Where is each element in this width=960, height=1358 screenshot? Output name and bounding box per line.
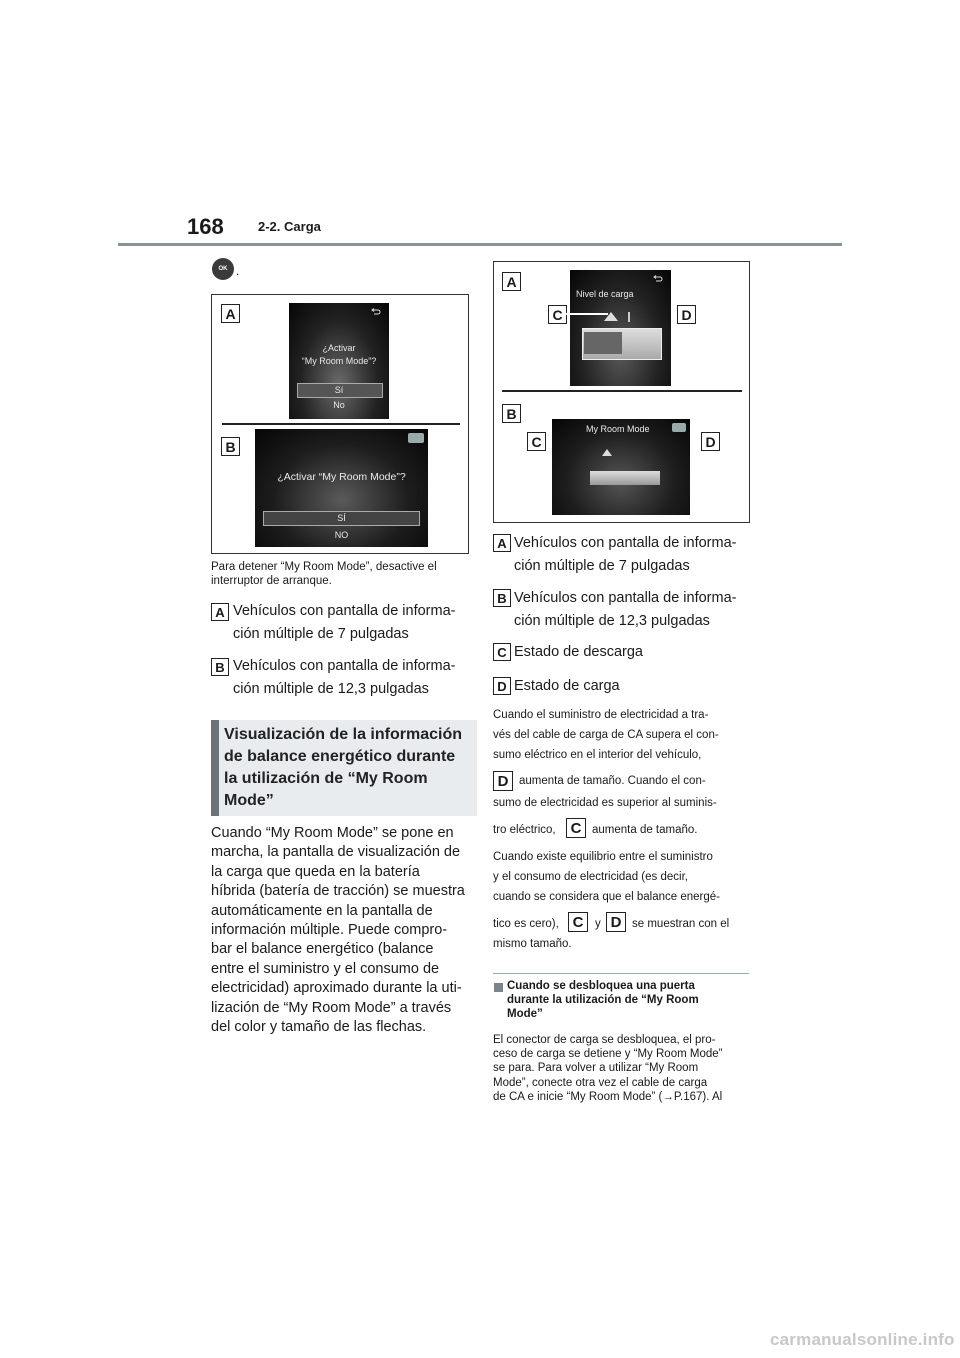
- item-c-text: Estado de descarga: [514, 644, 643, 660]
- left-figure: [211, 294, 469, 554]
- figure-label-b: B: [221, 437, 240, 456]
- explain-line: y el consumo de electricidad (es decir,: [493, 871, 688, 883]
- item-a-line1: Vehículos con pantalla de informa-: [233, 603, 456, 619]
- paragraph-line: entre el suministro y el consumo de: [211, 960, 440, 977]
- question-line1: ¿Activar: [322, 343, 356, 353]
- screen-7inch: [289, 303, 389, 419]
- explain-line: tico es cero),: [493, 918, 559, 930]
- back-icon: [653, 275, 663, 283]
- house-arrow-icon: [602, 449, 612, 456]
- note-title-line: Mode”: [507, 1008, 543, 1020]
- explain-line: y: [595, 918, 601, 930]
- back-button-icon: [408, 433, 424, 443]
- screen-12inch-myroom: [552, 419, 690, 515]
- note-title-line: Cuando se desbloquea una puerta: [507, 980, 695, 992]
- item-tag-c: C: [493, 643, 511, 661]
- item-tag-b: B: [211, 658, 229, 676]
- figure-label-b: B: [502, 404, 521, 423]
- heading-line: la utilización de “My Room: [224, 770, 428, 787]
- step-period: .: [236, 264, 240, 278]
- heading-line: de balance energético durante: [224, 748, 456, 765]
- charge-level-title: Nivel de carga: [576, 289, 634, 299]
- inline-tag-c: C: [566, 818, 586, 838]
- section-title: 2-2. Carga: [258, 219, 321, 234]
- note-title-line: durante la utilización de “My Room: [507, 994, 699, 1006]
- figure-label-a: A: [221, 304, 240, 323]
- note-bullet: [494, 983, 503, 992]
- ok-button-icon: OK: [212, 258, 234, 280]
- explain-line: cuando se considera que el balance energé-: [493, 891, 720, 903]
- explain-line: tro eléctrico,: [493, 824, 556, 836]
- explain-line: sumo de electricidad es superior al suminis-: [493, 797, 717, 809]
- paragraph-line: información múltiple. Puede compro-: [211, 922, 448, 939]
- body-paragraph: [211, 824, 469, 1037]
- explain-line: sumo eléctrico en el interior del vehículo,: [493, 749, 702, 761]
- note-body-line: se para. Para volver a utilizar “My Room: [493, 1062, 699, 1075]
- item-b-line1: Vehículos con pantalla de informa-: [233, 658, 456, 674]
- watermark: carmanualsonline.info: [770, 1330, 955, 1349]
- my-room-mode-title: My Room Mode: [586, 424, 650, 434]
- heading-title: [224, 724, 464, 812]
- explain-line: vés del cable de carga de CA supera el con-: [493, 729, 719, 741]
- paragraph-line: híbrida (batería de tracción) se muestra: [211, 883, 465, 900]
- note-body: [493, 1033, 755, 1104]
- plug-arrow-icon: [628, 312, 630, 322]
- paragraph-line: la carga que queda en la batería: [211, 863, 420, 880]
- yes-label: Sí: [334, 385, 344, 395]
- question: ¿Activar “My Room Mode”?: [277, 471, 406, 483]
- screen-7inch-charge: [570, 270, 671, 386]
- explain-line: Cuando el suministro de electricidad a tra-: [493, 709, 709, 721]
- item-b-line2: ción múltiple de 12,3 pulgadas: [233, 681, 429, 697]
- inline-tag-d: D: [606, 912, 626, 932]
- explain-line: mismo tamaño.: [493, 938, 572, 950]
- page-number: 168: [187, 214, 224, 239]
- paragraph-line: automáticamente en la pantalla de: [211, 902, 433, 919]
- figure-divider: [222, 423, 460, 425]
- paragraph-line: electricidad) aproximado durante la uti-: [211, 980, 462, 997]
- figure-divider: [502, 390, 742, 392]
- item-b-line1: Vehículos con pantalla de informa-: [514, 590, 737, 606]
- figure-label-d: D: [701, 432, 720, 451]
- figure-label-c: C: [527, 432, 546, 451]
- paragraph-line: Cuando “My Room Mode” se pone en: [211, 825, 454, 841]
- item-b-line2: ción múltiple de 12,3 pulgadas: [514, 613, 710, 629]
- figure-label-c: C: [548, 305, 567, 324]
- back-icon: [371, 308, 381, 316]
- back-button-icon: [672, 423, 686, 432]
- note-body-line: El conector de carga se desbloquea, el pro-: [493, 1034, 716, 1046]
- item-tag-a: A: [493, 534, 511, 552]
- explain-line: aumenta de tamaño.: [592, 824, 698, 836]
- inline-tag-d: D: [493, 771, 513, 791]
- right-figure: [493, 261, 750, 523]
- item-a-line2: ción múltiple de 7 pulgadas: [233, 626, 409, 642]
- screen-12inch: [255, 429, 428, 547]
- yes-label: SÍ: [337, 513, 346, 523]
- item-tag-a: A: [211, 603, 229, 621]
- item-tag-b: B: [493, 589, 511, 607]
- explain-line: Cuando existe equilibrio entre el suministro: [493, 851, 713, 863]
- header-divider: [118, 243, 842, 246]
- pointer-line-c: [566, 313, 608, 315]
- question-line2: “My Room Mode”?: [301, 356, 377, 366]
- no-option[interactable]: No: [333, 400, 345, 410]
- paragraph-line: lización de “My Room Mode” a través: [211, 999, 452, 1016]
- note-body-line: Mode”, conecte otra vez el cable de carga: [493, 1076, 708, 1089]
- no-option[interactable]: NO: [334, 530, 349, 540]
- heading-line: Visualización de la información: [224, 726, 462, 743]
- figure-label-a: A: [502, 272, 521, 291]
- paragraph-line: bar el balance energético (balance: [211, 941, 434, 958]
- item-a-line1: Vehículos con pantalla de informa-: [514, 535, 737, 551]
- note-body-line: ceso de carga se detiene y “My Room Mode”: [493, 1048, 723, 1061]
- paragraph-line: del color y tamaño de las flechas.: [211, 1019, 427, 1036]
- note-divider: [493, 973, 749, 974]
- item-d-text: Estado de carga: [514, 678, 620, 694]
- figure-label-d: D: [677, 305, 696, 324]
- item-tag-d: D: [493, 677, 511, 695]
- inline-tag-c: C: [568, 912, 588, 932]
- item-a-line2: ción múltiple de 7 pulgadas: [514, 558, 690, 574]
- note-body-line: de CA e inicie “My Room Mode” (→P.167). Al: [493, 1090, 723, 1103]
- explain-line: aumenta de tamaño. Cuando el con-: [519, 775, 706, 787]
- battery-gauge: [590, 471, 660, 485]
- note-title: [507, 979, 752, 1021]
- explain-line: se muestran con el: [632, 918, 730, 930]
- heading-line: Mode”: [224, 792, 274, 809]
- figure-caption: Para detener “My Room Mode”, desactive el interruptor de arranque.: [211, 561, 437, 587]
- paragraph-line: marcha, la pantalla de visualización de: [211, 844, 461, 861]
- battery-fill: [584, 332, 622, 354]
